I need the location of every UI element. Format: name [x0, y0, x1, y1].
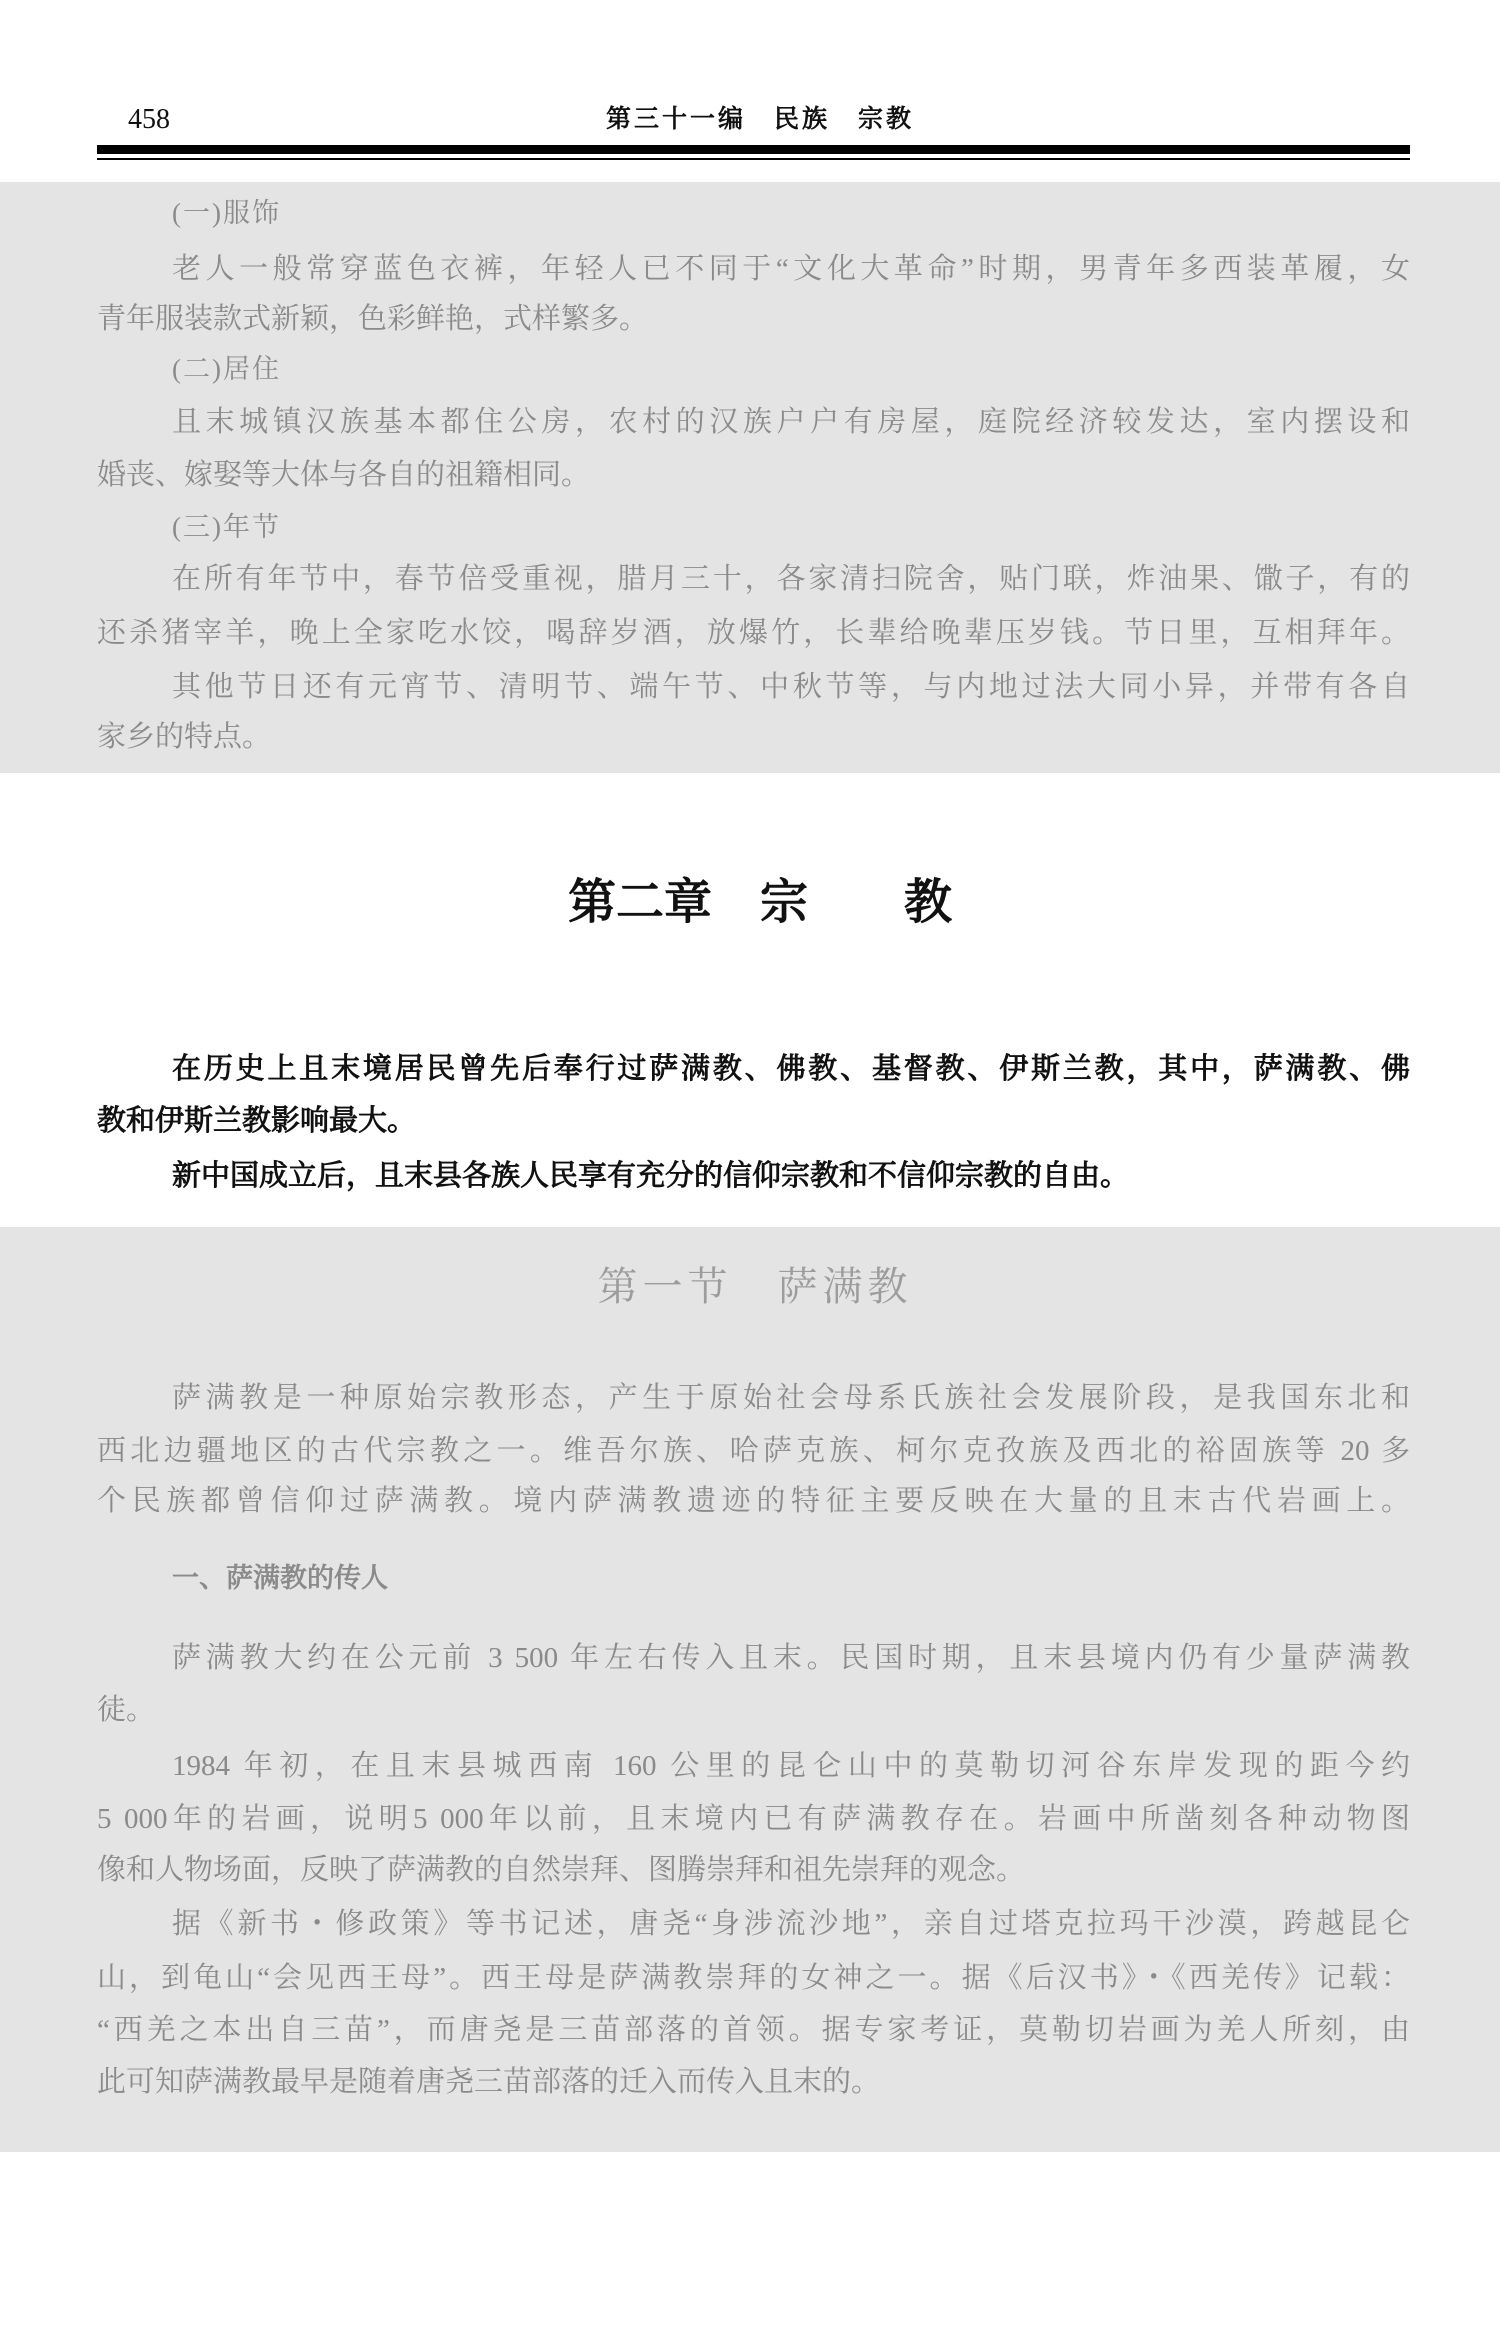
paragraph-line: 且末城镇汉族基本都住公房，农村的汉族户户有房屋，庭院经济较发达，室内摆设和 — [172, 406, 1410, 438]
paragraph-line: 萨满教大约在公元前 3 500 年左右传入且末。民国时期，且末县境内仍有少量萨满教 — [172, 1642, 1410, 1674]
paragraph-line: 婚丧、嫁娶等大体与各自的祖籍相同。 — [97, 459, 591, 491]
paragraph-line: 西北边疆地区的古代宗教之一。维吾尔族、哈萨克族、柯尔克孜族及西北的裕固族等 20 多 — [97, 1435, 1410, 1467]
subsection-heading-clothing: (一)服饰 — [172, 198, 281, 228]
subsection-heading: 一、萨满教的传人 — [172, 1563, 388, 1594]
paragraph-line: 还杀猪宰羊，晚上全家吃水饺，喝辞岁酒，放爆竹，长辈给晚辈压岁钱。节日里，互相拜年。 — [97, 617, 1410, 649]
paragraph-line: 新中国成立后，且末县各族人民享有充分的信仰宗教和不信仰宗教的自由。 — [172, 1160, 1130, 1192]
paragraph-line: 个民族都曾信仰过萨满教。境内萨满教遗迹的特征主要反映在大量的且末古代岩画上。 — [97, 1485, 1410, 1517]
paragraph-line: 青年服装款式新颖，色彩鲜艳，式样繁多。 — [97, 303, 649, 335]
section-title: 第一节 萨满教 — [597, 1264, 913, 1309]
paragraph-line: 家乡的特点。 — [97, 721, 272, 753]
paragraph-line: 像和人物场面，反映了萨满教的自然崇拜、图腾崇拜和祖先崇拜的观念。 — [97, 1854, 1026, 1886]
paragraph-line: 在历史上且末境居民曾先后奉行过萨满教、佛教、基督教、伊斯兰教，其中，萨满教、佛 — [172, 1053, 1410, 1085]
paragraph-line: 其他节日还有元宵节、清明节、端午节、中秋节等，与内地过法大同小异，并带有各自 — [172, 671, 1410, 703]
header-rule-thin — [97, 158, 1410, 160]
paragraph-line: 山，到龟山“会见西王母”。西王母是萨满教崇拜的女神之一。据《后汉书》・《西羌传》记载： — [97, 1962, 1410, 1994]
paragraph-line: 老人一般常穿蓝色衣裤，年轻人已不同于“文化大革命”时期，男青年多西装革履，女 — [172, 253, 1410, 285]
paragraph-line: 据《新书・修政策》等书记述，唐尧“身涉流沙地”，亲自过塔克拉玛干沙漠，跨越昆仑 — [172, 1908, 1410, 1940]
paragraph-line: 此可知萨满教最早是随着唐尧三苗部落的迁入而传入且末的。 — [97, 2066, 881, 2098]
subsection-heading-housing: (二)居住 — [172, 354, 281, 384]
paragraph-line: 教和伊斯兰教影响最大。 — [97, 1105, 417, 1137]
chapter-title: 第二章 宗 教 — [567, 876, 952, 929]
page-number: 458 — [128, 104, 170, 135]
paragraph-line: 徒。 — [97, 1694, 156, 1726]
paragraph-line: 萨满教是一种原始宗教形态，产生于原始社会母系氏族社会发展阶段，是我国东北和 — [172, 1382, 1410, 1414]
running-title: 第三十一编 民族 宗教 — [605, 106, 914, 133]
paragraph-line: “西羌之本出自三苗”，而唐尧是三苗部落的首领。据专家考证，莫勒切岩画为羌人所刻，由 — [97, 2014, 1410, 2046]
header-rule-thick — [97, 145, 1410, 154]
subsection-heading-festivals: (三)年节 — [172, 512, 281, 542]
paragraph-line: 1984 年初，在且末县城西南 160 公里的昆仑山中的莫勒切河谷东岸发现的距今约 — [172, 1750, 1410, 1782]
paragraph-line: 在所有年节中，春节倍受重视，腊月三十，各家清扫院舍，贴门联，炸油果、馓子，有的 — [172, 563, 1410, 595]
paragraph-line: 5 000年的岩画，说明5 000年以前，且末境内已有萨满教存在。岩画中所凿刻各种动物图 — [97, 1803, 1410, 1835]
